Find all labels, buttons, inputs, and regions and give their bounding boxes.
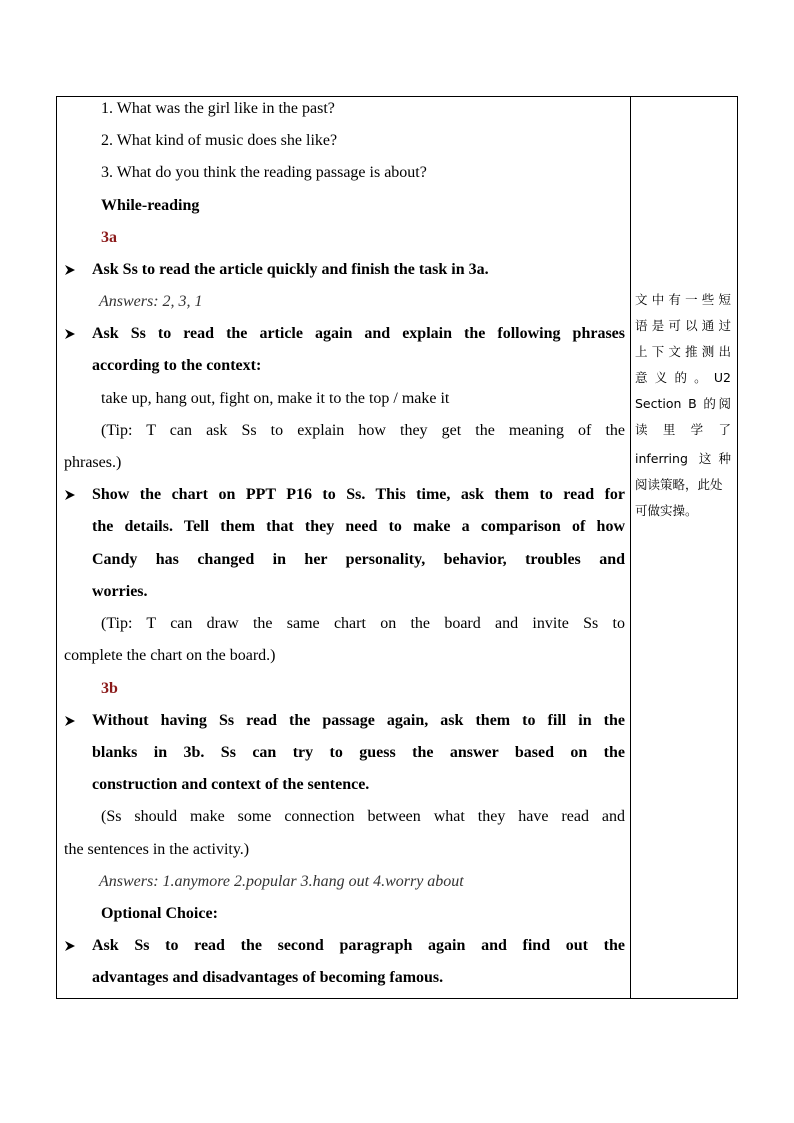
answers-3b: Answers: 1.anymore 2.popular 3.hang out 4.worry about <box>99 873 464 890</box>
note-line: Section B 的阅 <box>635 396 731 411</box>
arrowhead-bullet-icon <box>64 936 76 952</box>
note-line: 上下文推测出 <box>635 344 731 359</box>
note-line: 语是可以通过 <box>635 318 731 333</box>
while-reading-heading: While-reading <box>101 197 200 214</box>
question-1: 1. What was the girl like in the past? <box>101 100 335 117</box>
question-2: 2. What kind of music does she like? <box>101 132 338 149</box>
bullet-optional-line-2: advantages and disadvantages of becoming famous. <box>92 969 444 986</box>
bullet-optional-line-1: Ask Ss to read the second paragraph again and find out the <box>92 937 625 954</box>
note-connection-line-2: the sentences in the activity.) <box>64 841 250 858</box>
tip-2-line-2: complete the chart on the board.) <box>64 647 276 664</box>
arrowhead-bullet-icon <box>64 485 76 501</box>
note-line: 文中有一些短 <box>635 292 731 307</box>
bullet-3b-line-1: Without having Ss read the passage again, ask them to fill in the <box>92 712 625 729</box>
note-connection-line-1: (Ss should make some connection between what they have read and <box>101 808 625 825</box>
column-divider <box>630 97 631 998</box>
note-line: 读里学了 <box>635 422 731 437</box>
bullet-chart-line-4: worries. <box>92 583 148 600</box>
bullet-phrases-line-2: according to the context: <box>92 357 262 374</box>
answers-3a: Answers: 2, 3, 1 <box>99 293 203 310</box>
phrase-list: take up, hang out, fight on, make it to the top / make it <box>101 390 450 407</box>
lesson-plan-table <box>56 96 738 999</box>
tip-2-line-1: (Tip: T can draw the same chart on the board and invite Ss to <box>101 615 625 632</box>
optional-choice-heading: Optional Choice: <box>101 905 218 922</box>
note-line: 可做实操。 <box>635 503 698 518</box>
bullet-3b-line-3: construction and context of the sentence. <box>92 776 370 793</box>
bullet-phrases-line-1: Ask Ss to read the article again and explain the following phrases <box>92 325 625 342</box>
arrowhead-bullet-icon <box>64 711 76 727</box>
note-line: 意义的。U2 <box>635 370 731 385</box>
tip-1-line-1: (Tip: T can ask Ss to explain how they get the meaning of the <box>101 422 625 439</box>
bullet-task-3a: Ask Ss to read the article quickly and finish the task in 3a. <box>92 261 489 278</box>
bullet-chart-line-3: Candy has changed in her personality, behavior, troubles and <box>92 551 625 568</box>
bullet-3b-line-2: blanks in 3b. Ss can try to guess the answer based on the <box>92 744 625 761</box>
tip-1-line-2: phrases.) <box>64 454 122 471</box>
note-line: 阅读策略，此处 <box>635 477 723 492</box>
note-line: inferring 这种 <box>635 451 731 466</box>
section-3a-heading: 3a <box>101 229 117 246</box>
arrowhead-bullet-icon <box>64 260 76 276</box>
bullet-chart-line-2: the details. Tell them that they need to make a comparison of how <box>92 518 625 535</box>
section-3b-heading: 3b <box>101 680 118 697</box>
arrowhead-bullet-icon <box>64 324 76 340</box>
question-3: 3. What do you think the reading passage is about? <box>101 164 427 181</box>
bullet-chart-line-1: Show the chart on PPT P16 to Ss. This time, ask them to read for <box>92 486 625 503</box>
